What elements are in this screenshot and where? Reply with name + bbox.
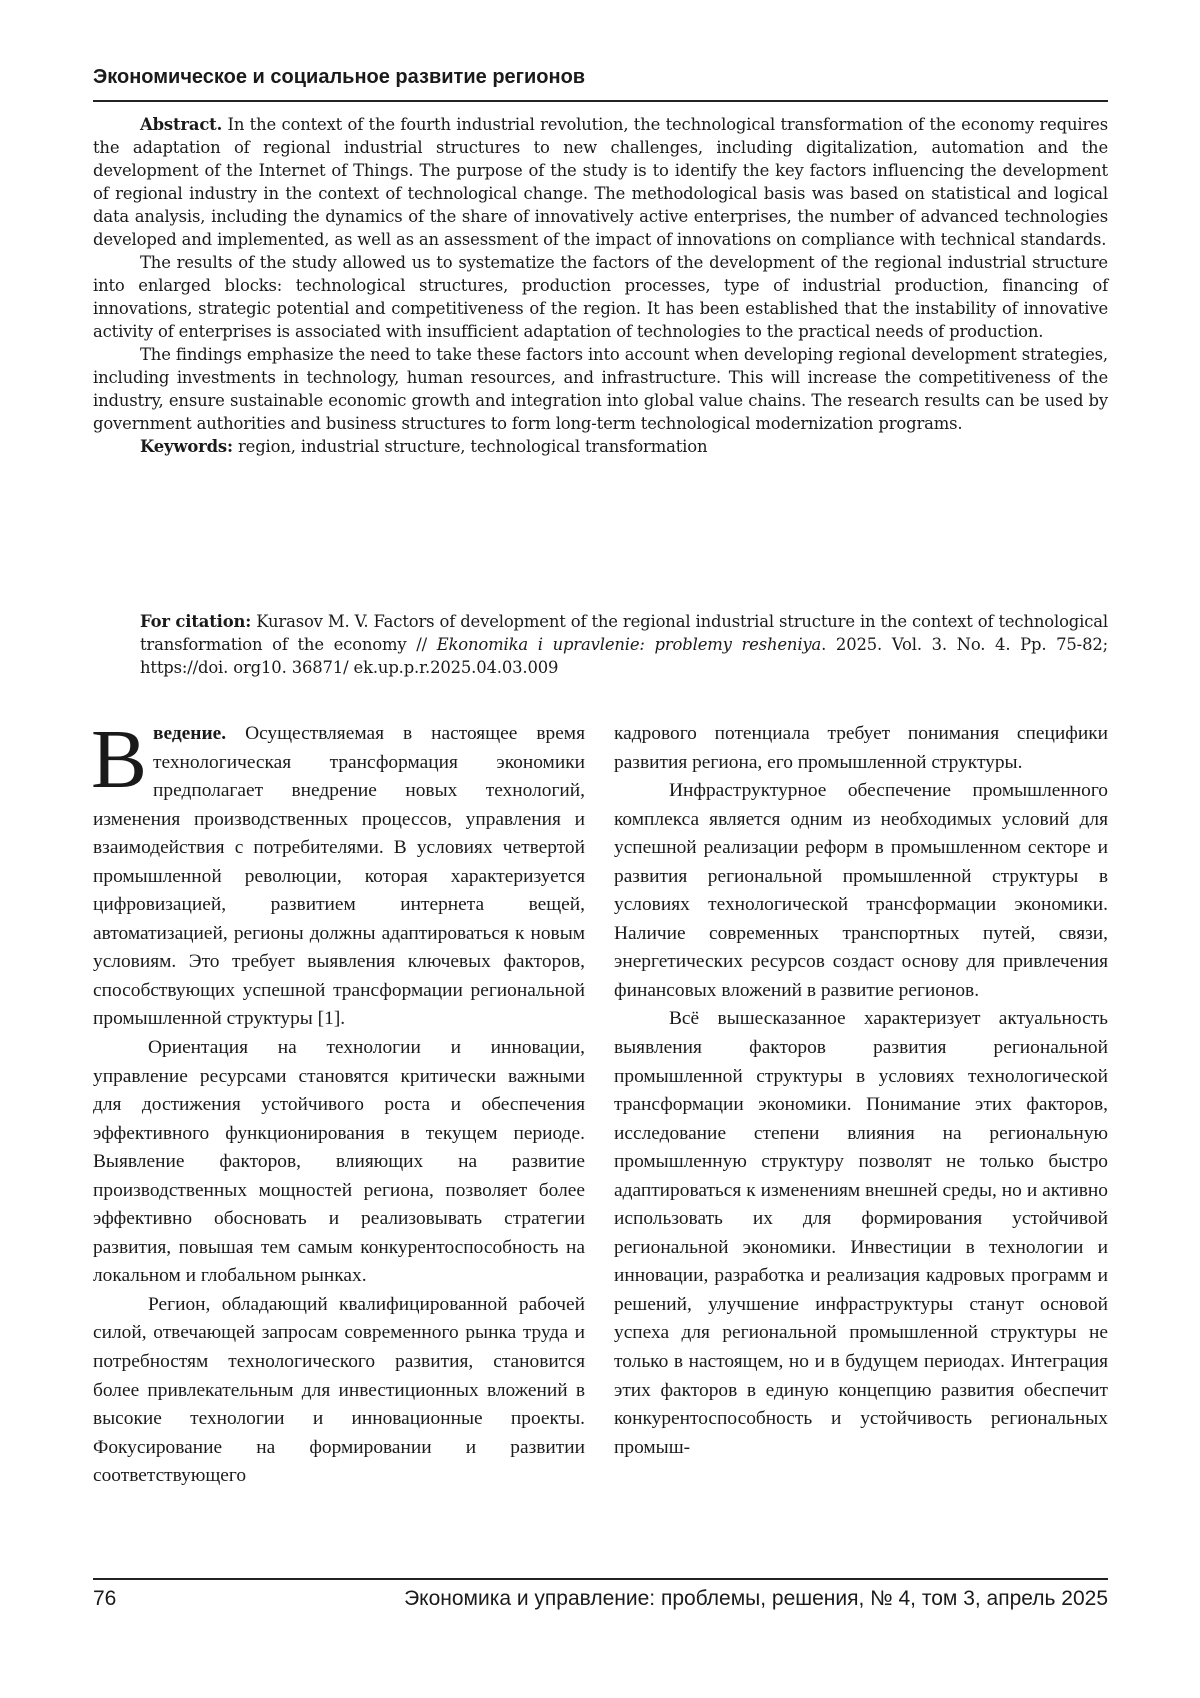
- abstract-label: Abstract.: [140, 115, 222, 134]
- citation: [140, 610, 1108, 679]
- body-paragraph: кадрового потенциала требует понимания специфики развития региона, его промышленной структуры.: [614, 720, 1108, 777]
- abstract-paragraph: The results of the study allowed us to systematize the factors of the development of the regional industrial structure into enlarged blocks: technological structures, production processes, type of industrial production, financing of innovations, strategic potential and competitiveness of the region. It has been established that the instability of innovative activity of enterprises is associated with insufficient adaptation of technologies to the practical needs of production.: [93, 251, 1108, 343]
- citation-text: Kurasov M. V. Factors of development of the regional industrial structure in the context of technological transformation of the economy //: [140, 612, 1108, 654]
- page-number: 76: [93, 1587, 116, 1611]
- citation-label: For citation:: [140, 612, 251, 631]
- right-column: [614, 720, 1108, 1462]
- citation-details: . 2025. Vol. 3. No. 4. Pp. 75-82; https://doi. org10. 36871/ ek.up.p.r.2025.04.03.009: [140, 635, 1108, 677]
- body-paragraph: Всё вышесказанное характеризует актуальность выявления факторов развития региональной промышленной структуры в условиях технологической трансформации экономики. Понимание этих факторов, исследование степени влияния на региональную промышленную структуру позволят не только быстро адаптироваться к изменениям внешней среды, но и активно использовать их для формирования устойчивой региональной экономики. Инвестиции в технологии и инновации, разработка и реализация кадровых программ и решений, улучшение инфраструктуры станут основой успеха для региональной промышленной структуры не только в настоящем, но и в будущем периодах. Интеграция этих факторов в единую концепцию развития обеспечит конкурентоспособность и устойчивость региональных промыш-: [614, 1005, 1108, 1462]
- footer-journal: Экономика и управление: проблемы, решения, № 4, том 3, апрель 2025: [404, 1587, 1108, 1611]
- footer-rule: [93, 1578, 1108, 1580]
- left-column: [93, 720, 585, 1491]
- intro-heading: ведение.: [153, 723, 226, 744]
- citation-journal: Ekonomika i upravlenie: problemy resheniya: [437, 635, 821, 654]
- abstract-paragraph: [93, 113, 1108, 251]
- paragraph-text: Осуществляемая в настоящее время технологическая трансформация экономики предполагает внедрение новых технологий, изменения производственных процессов, управления и взаимодействия с потребителями. В условиях четвертой промышленной революции, которая характеризуется цифровизацией, развитием интернета вещей, автоматизацией, регионы должны адаптироваться к новым условиям. Это требует выявления ключевых факторов, способствующих успешной трансформации региональной промышленной структуры [1].: [93, 723, 585, 1029]
- header-rule: [93, 100, 1108, 102]
- keywords-label: Keywords:: [140, 437, 233, 456]
- abstract: [93, 113, 1108, 458]
- keywords-text: region, industrial structure, technological transformation: [233, 437, 707, 456]
- intro-paragraph: [93, 720, 585, 1034]
- keywords: [93, 435, 1108, 458]
- drop-cap: В: [91, 726, 147, 794]
- journal-section-title: Экономическое и социальное развитие регионов: [93, 66, 585, 89]
- body-paragraph: Инфраструктурное обеспечение промышленного комплекса является одним из необходимых условий для успешной реализации реформ в промышленном секторе и развития региональной промышленной структуры в условиях технологической трансформации экономики. Наличие современных транспортных путей, связи, энергетических ресурсов создаст основу для привлечения финансовых вложений в развитие регионов.: [614, 777, 1108, 1005]
- abstract-text: In the context of the fourth industrial revolution, the technological transformation of the economy requires the adaptation of regional industrial structures to new challenges, including digitalization, automation and the development of the Internet of Things. The purpose of the study is to identify the key factors influencing the development of regional industry in the context of technological change. The methodological basis was based on statistical and logical data analysis, including the dynamics of the share of innovatively active enterprises, the number of advanced technologies developed and implemented, as well as an assessment of the impact of innovations on compliance with technical standards.: [93, 115, 1108, 249]
- abstract-paragraph: The findings emphasize the need to take these factors into account when developing regional development strategies, including investments in technology, human resources, and infrastructure. This will increase the competitiveness of the industry, ensure sustainable economic growth and integration into global value chains. The research results can be used by government authorities and business structures to form long-term technological modernization programs.: [93, 343, 1108, 435]
- body-paragraph: Регион, обладающий квалифицированной рабочей силой, отвечающей запросам современного рынка труда и потребностям технологического развития, становится более привлекательным для инвестиционных вложений в высокие технологии и инновационные проекты. Фокусирование на формировании и развитии соответствующего: [93, 1291, 585, 1491]
- body-paragraph: Ориентация на технологии и инновации, управление ресурсами становятся критически важными для достижения устойчивого роста и обеспечения эффективного функционирования в текущем периоде. Выявление факторов, влияющих на развитие производственных мощностей региона, позволяет более эффективно обосновать и реализовывать стратегии развития, повышая тем самым конкурентоспособность на локальном и глобальном рынках.: [93, 1034, 585, 1291]
